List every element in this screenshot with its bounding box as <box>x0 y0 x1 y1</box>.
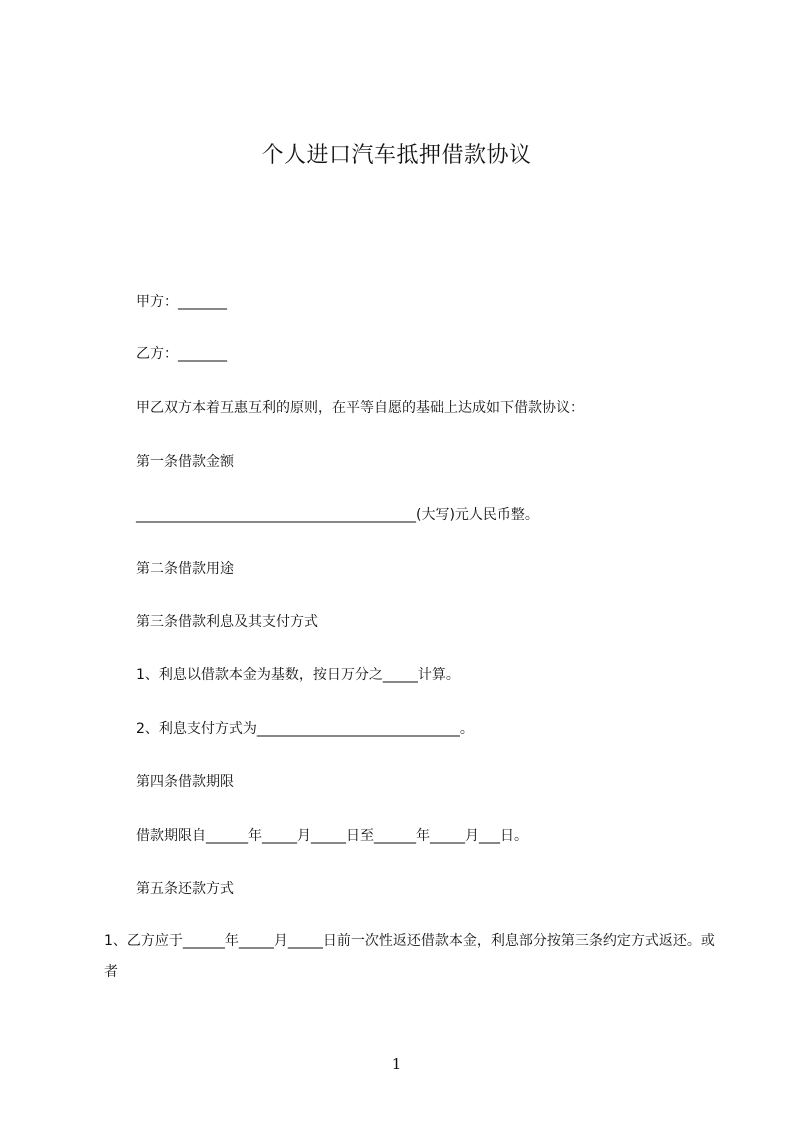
article-four-heading: 第四条借款期限 <box>136 774 234 790</box>
loan-term-line: 借款期限自______年_____月_____日至______年_____月___日。 <box>136 828 528 844</box>
interest-payment-line: 2、利息支付方式为_____________________________。 <box>136 721 474 737</box>
article-five-heading: 第五条还款方式 <box>136 881 234 897</box>
loan-amount-line: ________________________________________(大写)元人民币整。 <box>136 507 539 523</box>
document-title: 个人进口汽车抵押借款协议 <box>261 143 532 168</box>
party-a-line: 甲方：_______ <box>136 294 227 310</box>
article-three-heading: 第三条借款利息及其支付方式 <box>136 614 318 630</box>
interest-rate-line: 1、利息以借款本金为基数，按日万分之_____计算。 <box>136 667 460 683</box>
article-two-heading: 第二条借款用途 <box>136 561 234 577</box>
agreement-intro: 甲乙双方本着互惠互利的原则，在平等自愿的基础上达成如下借款协议： <box>136 400 584 416</box>
page-number: 1 <box>391 1055 402 1073</box>
party-b-line: 乙方：_______ <box>136 346 227 362</box>
article-one-heading: 第一条借款金额 <box>136 454 234 470</box>
repayment-paragraph: 1、乙方应于______年_____月_____日前一次性返还借款本金，利息部分按第三条约定方式返还。或者 <box>104 933 715 980</box>
